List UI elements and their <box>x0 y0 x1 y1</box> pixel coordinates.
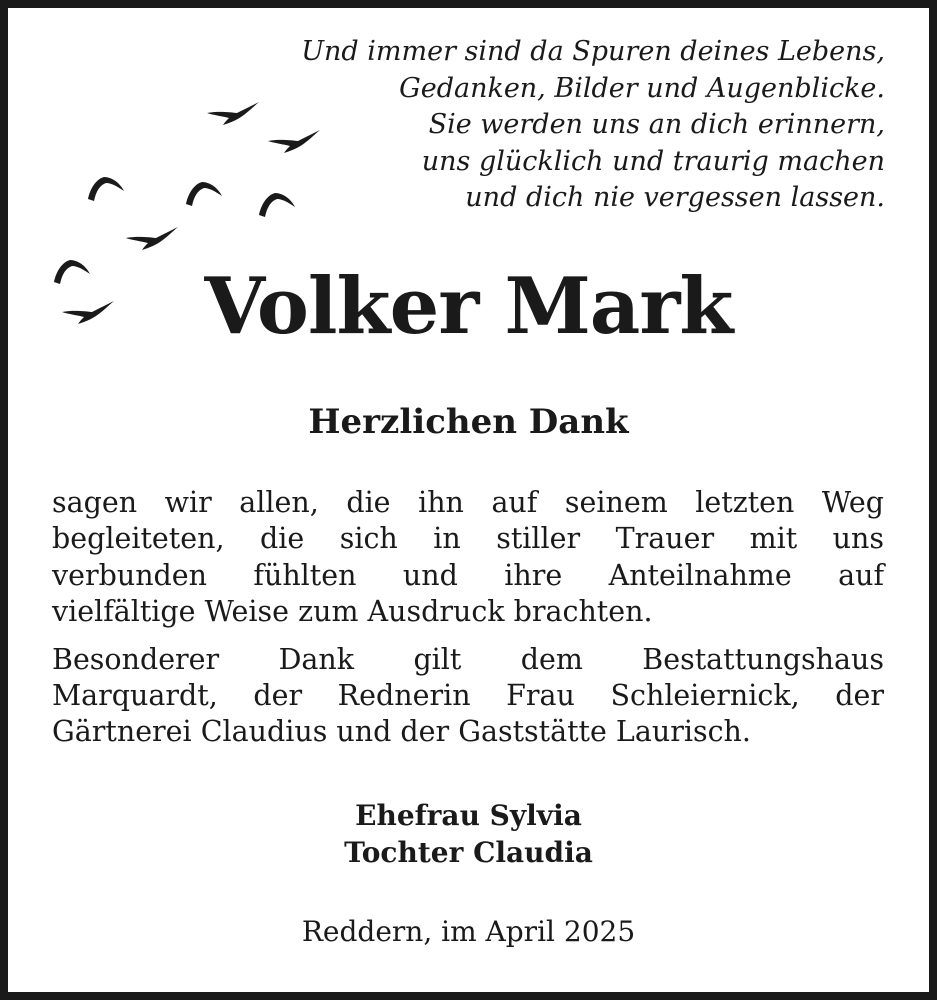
quote-line: uns glücklich und traurig machen <box>421 145 885 177</box>
bird-icon <box>126 227 178 250</box>
paragraph <box>52 485 884 631</box>
text-line: Besonderer Dank gilt dem Bestattungshaus <box>52 642 884 676</box>
bird-icon <box>88 177 124 201</box>
quote-line: Gedanken, Bilder und Augenblicke. <box>399 72 885 104</box>
bird-icon <box>207 102 259 125</box>
thanks-heading: Herzlichen Dank <box>308 402 629 442</box>
quote-line: Sie werden uns an dich erinnern, <box>428 109 885 140</box>
text-line: Marquardt, der Rednerin Frau Schleiernick, der <box>52 679 884 713</box>
deceased-name: Volker Mark <box>204 261 733 352</box>
bird-icon <box>259 193 295 217</box>
text-line: verbunden fühlten und ihre Anteilnahme auf <box>52 558 884 592</box>
bird-icon <box>186 182 222 206</box>
memorial-quote <box>301 34 885 217</box>
signature: Tochter Claudia <box>344 835 593 869</box>
text-line: begleiteten, die sich in stiller Trauer mit uns <box>52 522 884 556</box>
signatures <box>0 798 937 871</box>
signature: Ehefrau Sylvia <box>355 799 582 832</box>
quote-line: und dich nie vergessen lassen. <box>465 182 885 213</box>
quote-line: Und immer sind da Spuren deines Lebens, <box>301 36 885 67</box>
paragraph <box>52 642 884 751</box>
text-line: Gärtnerei Claudius und der Gaststätte Laurisch. <box>52 715 751 749</box>
place-date: Reddern, im April 2025 <box>301 915 636 948</box>
text-line: sagen wir allen, die ihn auf seinem letzten Weg <box>52 486 884 519</box>
thanks-text <box>52 485 884 751</box>
text-line: vielfältige Weise zum Ausdruck brachten. <box>52 595 653 629</box>
